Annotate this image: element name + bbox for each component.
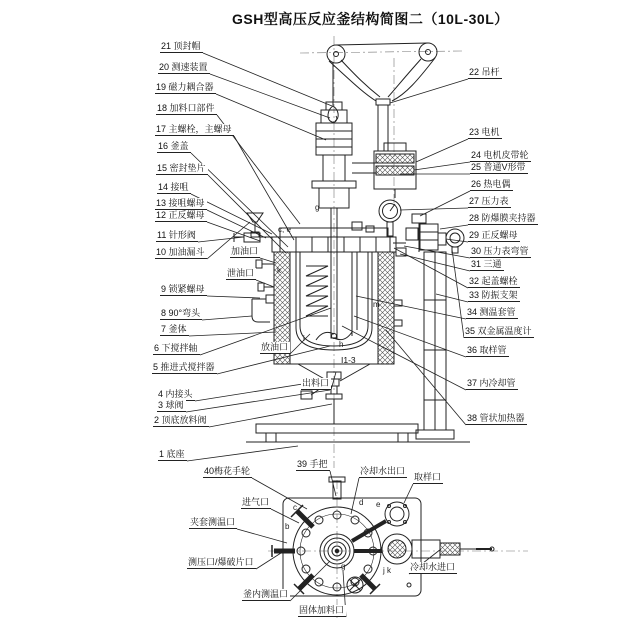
- right-part-label-13: 34 测温套管: [467, 307, 516, 317]
- right-part-label-12: 33 防振支架: [469, 290, 518, 300]
- left-part-label-20: 2 顶底放料阀: [154, 415, 207, 425]
- letter-annotation-9: d: [359, 498, 364, 507]
- left-part-label-7: 15 密封垫片: [157, 163, 206, 173]
- bottom-part-label-8: 冷却水进口: [410, 562, 456, 572]
- letter-annotation-7: c: [293, 503, 297, 512]
- left-part-label-1: 21 顶封帽: [161, 41, 201, 51]
- left-part-label-16: 6 下搅拌轴: [154, 343, 198, 353]
- left-part-label-3: 19 磁力耦合器: [156, 82, 214, 92]
- letter-annotation-3: k: [277, 266, 281, 275]
- right-part-label-3: 24 电机皮带轮: [471, 150, 529, 160]
- letter-annotation-5: i: [303, 334, 305, 343]
- middle-part-label-4: 出料口: [302, 378, 330, 388]
- middle-part-label-1: 加油口: [231, 246, 259, 256]
- left-part-label-13: 9 锁紧螺母: [161, 284, 205, 294]
- left-part-label-18: 4 内接头: [158, 389, 193, 399]
- middle-part-label-3: 放油口: [261, 342, 289, 352]
- bottom-part-label-7: 测压口/爆破片口: [188, 557, 254, 567]
- right-part-label-11: 32 起盖螺栓: [469, 276, 518, 286]
- right-part-label-9: 30 压力表弯管: [471, 246, 529, 256]
- left-part-label-14: 8 90°弯头: [161, 308, 201, 318]
- letter-annotation-13: j k: [383, 566, 391, 575]
- letter-annotation-1: c, e: [278, 225, 291, 234]
- right-part-label-8: 29 正反螺母: [469, 230, 518, 240]
- letter-annotation-8: b: [285, 522, 290, 531]
- bottom-part-label-3: 冷却水出口: [360, 466, 406, 476]
- section-label: I1-3: [341, 355, 356, 365]
- left-part-label-8: 14 接咀: [158, 182, 189, 192]
- left-part-label-6: 16 釜盖: [158, 141, 189, 151]
- letter-annotation-10: e: [376, 500, 381, 509]
- right-part-label-2: 23 电机: [469, 127, 500, 137]
- left-part-label-19: 3 球阀: [158, 400, 184, 410]
- bottom-part-label-6: 夹套测温口: [190, 517, 236, 527]
- left-part-label-15: 7 釜体: [161, 324, 187, 334]
- bottom-part-label-10: 固体加料口: [299, 605, 345, 615]
- left-part-label-2: 20 测速装置: [159, 62, 208, 72]
- right-part-label-14: 35 双金属温度计: [465, 326, 532, 336]
- right-part-label-5: 26 热电偶: [471, 179, 511, 189]
- right-part-label-10: 31 三通: [471, 259, 502, 269]
- left-part-label-17: 5 推进式搅拌器: [153, 362, 215, 372]
- left-part-label-4: 18 加料口部件: [157, 103, 215, 113]
- left-part-label-21: 1 底座: [159, 449, 185, 459]
- letter-annotation-6: h: [339, 340, 344, 349]
- right-part-label-4: 25 普通V形带: [471, 162, 526, 172]
- bottom-part-label-5: 进气口: [242, 497, 270, 507]
- letter-annotation-11: f: [380, 546, 383, 555]
- left-part-label-11: 11 针形阀: [157, 230, 196, 240]
- letter-annotation-12: g: [341, 562, 346, 571]
- right-part-label-17: 38 管状加热器: [467, 413, 525, 423]
- right-part-label-6: 27 压力表: [469, 196, 509, 206]
- left-part-label-10: 12 正反螺母: [156, 210, 205, 220]
- left-part-label-9: 13 接咀螺母: [156, 198, 205, 208]
- left-part-label-12: 10 加油漏斗: [156, 247, 205, 257]
- middle-part-label-2: 泄油口: [227, 268, 255, 278]
- bottom-part-label-4: 取样口: [414, 472, 442, 482]
- right-part-label-7: 28 防爆膜夹持器: [469, 213, 536, 223]
- left-part-label-5: 17 主螺栓，主螺母: [156, 124, 232, 134]
- bottom-part-label-9: 釜内测温口: [243, 589, 289, 599]
- right-part-label-15: 36 取样管: [467, 345, 507, 355]
- letter-annotation-2: g: [315, 203, 320, 212]
- right-part-label-1: 22 吊杆: [469, 67, 500, 77]
- diagram-title: GSH型高压反应釜结构简图二（10L-30L）: [232, 11, 509, 27]
- right-part-label-16: 37 内冷却管: [467, 378, 516, 388]
- bottom-part-label-1: 40梅花手轮: [204, 466, 251, 476]
- letter-annotation-4: m: [373, 300, 380, 309]
- bottom-part-label-2: 39 手把: [297, 459, 328, 469]
